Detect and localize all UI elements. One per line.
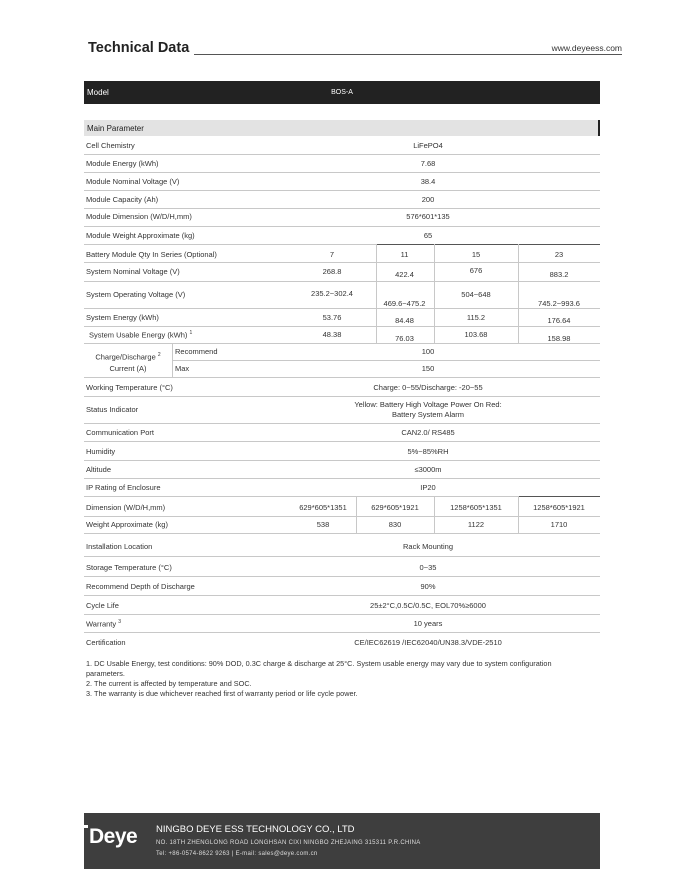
spec-value: 200 [421, 195, 435, 204]
recommend-value: 100 [421, 347, 435, 356]
usable-cell: 158.98 [547, 334, 571, 343]
logo-mark [84, 825, 88, 828]
weight-cell: 830 [388, 520, 402, 529]
spec-label: Cycle Life [86, 601, 119, 610]
row-divider [84, 533, 600, 534]
spec-value: 0~35 [419, 563, 437, 572]
row-divider [84, 632, 600, 633]
row-divider [84, 172, 600, 173]
footnotes [86, 659, 586, 699]
spec-label: Certification [86, 638, 126, 647]
qty-cell: 15 [471, 250, 481, 259]
row-divider [84, 441, 600, 442]
row-divider [84, 576, 600, 577]
operating-cell: 469.6~475.2 [383, 299, 426, 308]
footnote-ref: 1 [189, 330, 193, 336]
page-title: Technical Data [88, 40, 190, 56]
spec-value: LiFePO4 [413, 141, 443, 150]
row-divider [84, 595, 600, 596]
spec-value: 10 years [413, 619, 443, 628]
spec-label: Recommend Depth of Discharge [86, 582, 195, 591]
row-divider [84, 377, 600, 378]
spec-label: Working Temperature (°C) [86, 383, 173, 392]
spec-value: 65 [423, 231, 433, 240]
row-divider [84, 308, 600, 309]
usable-cell: 48.38 [322, 330, 342, 339]
spec-label [86, 619, 121, 629]
row-divider [84, 326, 600, 327]
spec-value: 90% [420, 582, 436, 591]
column-divider [434, 496, 435, 533]
max-value: 150 [421, 364, 435, 373]
operating-cell: 745.2~993.6 [538, 299, 580, 308]
footnote: 2. The current is affected by temperature and SOC. [86, 679, 252, 688]
row-divider [84, 226, 600, 227]
spec-value: Rack Mounting [402, 542, 454, 551]
row-divider [84, 556, 600, 557]
weight-cell: 1710 [550, 520, 568, 529]
spec-value: CE/IEC62619 /IEC62040/UN38.3/VDE-2510 [354, 638, 502, 647]
usable-cell: 103.68 [464, 330, 488, 339]
model-label: Model [87, 88, 109, 97]
weight-cell: 1122 [467, 520, 485, 529]
spec-label: Dimension (W/D/H,mm) [86, 503, 166, 512]
spec-value: ≤3000m [414, 465, 442, 474]
energy-cell: 53.76 [322, 313, 342, 322]
usable-cell: 76.03 [395, 334, 414, 343]
qty-cell: 7 [329, 250, 335, 259]
spec-value: 25±2°C,0.5C/0.5C, EOL70%≥6000 [370, 601, 486, 610]
section-edge [598, 120, 600, 136]
spec-label: System Operating Voltage (V) [86, 290, 186, 299]
spec-value: 7.68 [420, 159, 436, 168]
dimension-cell: 1258*605*1921 [533, 503, 585, 512]
row-divider [84, 343, 600, 344]
max-label: Max [175, 364, 190, 373]
footnote-ref: 2 [157, 352, 161, 358]
spec-label: Installation Location [86, 542, 153, 551]
current-label-text: Charge/Discharge [95, 352, 156, 362]
column-divider [356, 496, 357, 533]
spec-label: Module Weight Approximate (kg) [86, 231, 195, 240]
dimension-cell: 629*605*1351 [299, 503, 347, 512]
row-divider [84, 396, 600, 397]
spec-value: Charge: 0~55/Discharge: -20~55 [373, 383, 483, 392]
qty-cell: 11 [400, 250, 409, 259]
spec-value: 38.4 [420, 177, 436, 186]
row-divider [172, 360, 600, 361]
row-divider [84, 190, 600, 191]
nominal-cell: 422.4 [395, 270, 414, 279]
footnote: 1. DC Usable Energy, test conditions: 90% DOD, 0.3C charge & discharge at 25°C. System usable energy may vary due to system configuration parameters. [86, 659, 552, 678]
operating-cell: 235.2~302.4 [311, 289, 353, 298]
row-divider-dark [518, 496, 600, 497]
column-divider [518, 244, 519, 343]
usable-label-text: System Usable Energy (kWh) [89, 330, 188, 340]
spec-value: 576*601*135 [406, 212, 450, 221]
logo-text: Deye [89, 825, 138, 848]
spec-label: Module Dimension (W/D/H,mm) [86, 212, 192, 221]
qty-cell: 23 [554, 250, 564, 259]
energy-cell: 84.48 [395, 316, 414, 325]
current-label-line2: Current (A) [109, 363, 147, 373]
row-divider [84, 423, 600, 424]
row-divider [84, 614, 600, 615]
spec-label: Status Indicator [86, 405, 139, 414]
status-line2: Battery System Alarm [391, 410, 465, 419]
spec-label: Humidity [86, 447, 116, 456]
row-divider [84, 154, 600, 155]
current-label [86, 350, 170, 374]
column-divider [376, 244, 377, 343]
row-divider [84, 478, 600, 479]
section-header [84, 120, 600, 136]
row-divider [84, 460, 600, 461]
company-name: NINGBO DEYE ESS TECHNOLOGY CO., LTD [156, 824, 355, 835]
company-address: NO. 18TH ZHENGLONG ROAD LONGHSAN CIXI NINGBO ZHEJAING 315311 P.R.CHINA [156, 840, 421, 846]
footer-bar [84, 813, 600, 869]
row-divider [84, 262, 600, 263]
spec-label: Communication Port [86, 428, 154, 437]
current-label-line1 [86, 350, 170, 363]
status-line1: Yellow: Battery High Voltage Power On Red: [354, 400, 502, 409]
column-divider [434, 244, 435, 343]
spec-value: 5%~85%RH [407, 447, 449, 456]
spec-label: System Energy (kWh) [86, 313, 159, 322]
column-divider [518, 496, 519, 533]
energy-cell: 176.64 [547, 316, 571, 325]
dimension-cell: 1258*605*1351 [450, 503, 502, 512]
weight-cell: 538 [316, 520, 330, 529]
row-divider [84, 516, 600, 517]
footnote: 3. The warranty is due whichever reached first of warranty period or life cycle power. [86, 689, 358, 698]
spec-label: Altitude [86, 465, 112, 474]
spec-label: Cell Chemistry [86, 141, 135, 150]
section-title: Main Parameter [87, 124, 144, 133]
dimension-cell: 629*605*1921 [371, 503, 419, 512]
row-divider [84, 208, 600, 209]
website-link[interactable]: www.deyeess.com [551, 43, 622, 53]
recommend-label: Recommend [175, 347, 218, 356]
spec-label: Weight Approximate (kg) [86, 520, 168, 529]
operating-cell: 504~648 [461, 290, 491, 299]
row-divider [84, 281, 600, 282]
status-indicator-value [256, 400, 600, 420]
spec-value: CAN2.0/ RS485 [401, 428, 455, 437]
row-divider-dark [376, 244, 600, 245]
company-contact: Tel: +86-0574-8622 9263 | E-mail: sales@deye.com.cn [156, 851, 318, 857]
nominal-cell: 883.2 [549, 270, 569, 279]
model-header-bar [84, 81, 600, 104]
energy-cell: 115.2 [466, 313, 486, 322]
spec-label: Battery Module Qty In Series (Optional) [86, 250, 217, 259]
spec-label: Storage Temperature (°C) [86, 563, 172, 572]
nominal-cell: 268.8 [322, 267, 342, 276]
spec-value: IP20 [420, 483, 436, 492]
spec-label [89, 330, 192, 340]
spec-label: Module Capacity (Ah) [86, 195, 159, 204]
spec-label: Module Nominal Voltage (V) [86, 177, 180, 186]
spec-label: System Nominal Voltage (V) [86, 267, 180, 276]
spec-label: Module Energy (kWh) [86, 159, 159, 168]
title-rule [194, 54, 622, 55]
warranty-label-text: Warranty [86, 619, 117, 629]
footnote-ref: 3 [118, 619, 122, 625]
nominal-cell: 676 [469, 266, 483, 275]
model-value: BOS-A [331, 89, 353, 96]
spec-label: IP Rating of Enclosure [86, 483, 161, 492]
